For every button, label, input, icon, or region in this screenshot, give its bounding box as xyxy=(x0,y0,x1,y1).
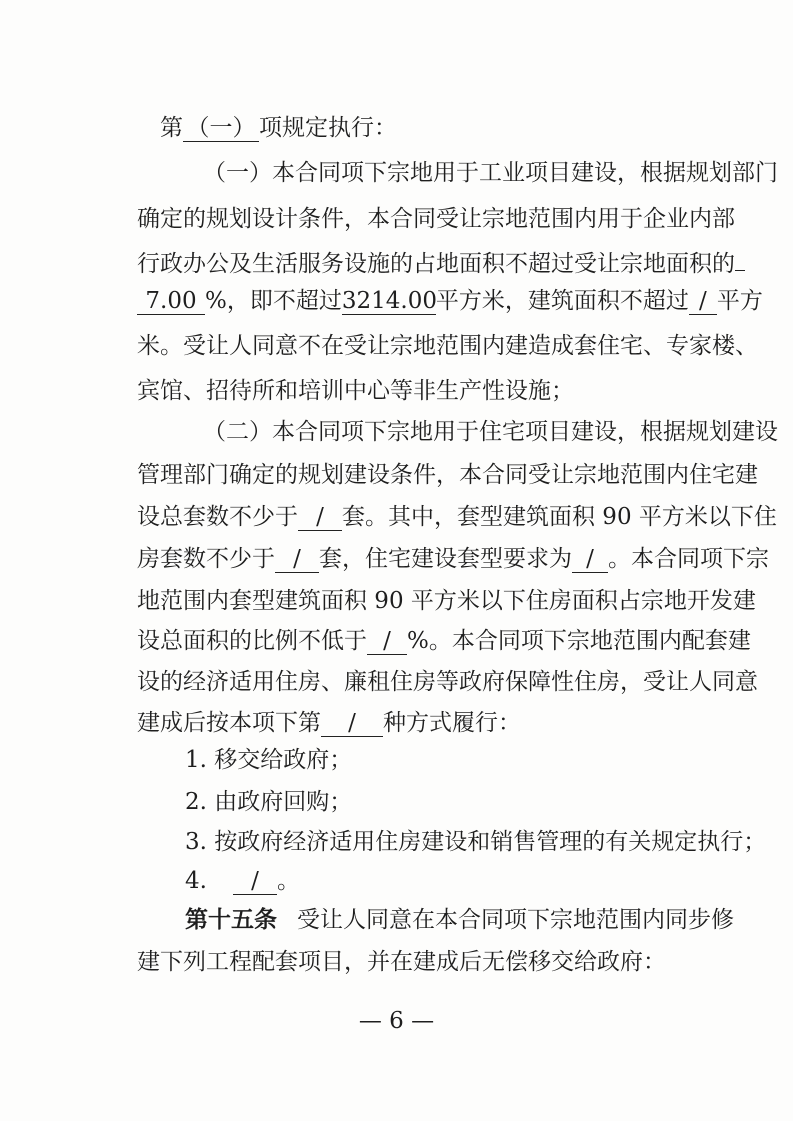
option-3: 3. 按政府经济适用住房建设和销售管理的有关规定执行； xyxy=(185,829,767,855)
blank-office-area: 3214.00 xyxy=(341,288,437,314)
blank-clause-number: （一） xyxy=(183,115,259,142)
option-2: 2. 由政府回购； xyxy=(185,789,353,815)
blank-unit-type: / xyxy=(572,546,608,573)
paragraph-1-line-4: 7.00 %，即不超过3214.00平方米，建筑面积不超过 / 平方 xyxy=(137,285,763,317)
paragraph-1-line-3: 行政办公及生活服务设施的占地面积不超过受让宗地面积的 xyxy=(137,248,745,280)
paragraph-2-line-8: 建成后按本项下第 / 种方式履行： xyxy=(137,710,521,736)
option-1: 1. 移交给政府； xyxy=(185,747,353,773)
option-4: 4. / 。 xyxy=(185,868,300,894)
paragraph-2-line-4: 房套数不少于 / 套，住宅建设套型要求为 / 。本合同项下宗 xyxy=(137,546,769,572)
paragraph-1-line-2: 确定的规划设计条件，本合同受让宗地范围内用于企业内部 xyxy=(137,206,735,232)
blank-option-4: / xyxy=(233,868,277,895)
paragraph-1-line-5: 米。受让人同意不在受让宗地范围内建造成套住宅、专家楼、 xyxy=(137,333,758,359)
page-number: — 6 — xyxy=(358,1008,435,1034)
paragraph-2-line-3: 设总套数不少于 / 套。其中，套型建筑面积 90 平方米以下住 xyxy=(137,504,777,530)
blank-method-number: / xyxy=(321,710,383,737)
paragraph-1-line-6: 宾馆、招待所和培训中心等非生产性设施； xyxy=(137,378,574,404)
blank-small-area-ratio: / xyxy=(367,628,407,655)
paragraph-1-line-1: （一）本合同项下宗地用于工业项目建设，根据规划部门 xyxy=(203,160,778,186)
paragraph-2-line-6: 设总面积的比例不低于 / %。本合同项下宗地范围内配套建 xyxy=(137,628,751,654)
paragraph-2-line-1: （二）本合同项下宗地用于住宅项目建设，根据规划建设 xyxy=(203,419,778,445)
blank-total-units: / xyxy=(298,504,342,531)
article-15-line-1: 第十五条 受让人同意在本合同项下宗地范围内同步修 xyxy=(185,906,734,933)
blank-office-ratio: 7.00 xyxy=(137,288,205,315)
paragraph-2-line-7: 设的经济适用住房、廉租住房等政府保障性住房，受让人同意 xyxy=(137,669,758,695)
article-15-line-2: 建下列工程配套项目，并在建成后无偿移交给政府： xyxy=(137,949,666,975)
paragraph-2-line-5: 地范围内套型建筑面积 90 平方米以下住房面积占宗地开发建 xyxy=(137,588,756,614)
blank-building-area: / xyxy=(689,288,717,315)
article-heading: 第十五条 xyxy=(185,906,277,933)
line-clause-ref: 第 （一） 项规定执行： xyxy=(160,115,397,141)
blank-small-units: / xyxy=(275,546,319,573)
paragraph-2-line-2: 管理部门确定的规划建设条件，本合同受让宗地范围内住宅建 xyxy=(137,462,758,488)
